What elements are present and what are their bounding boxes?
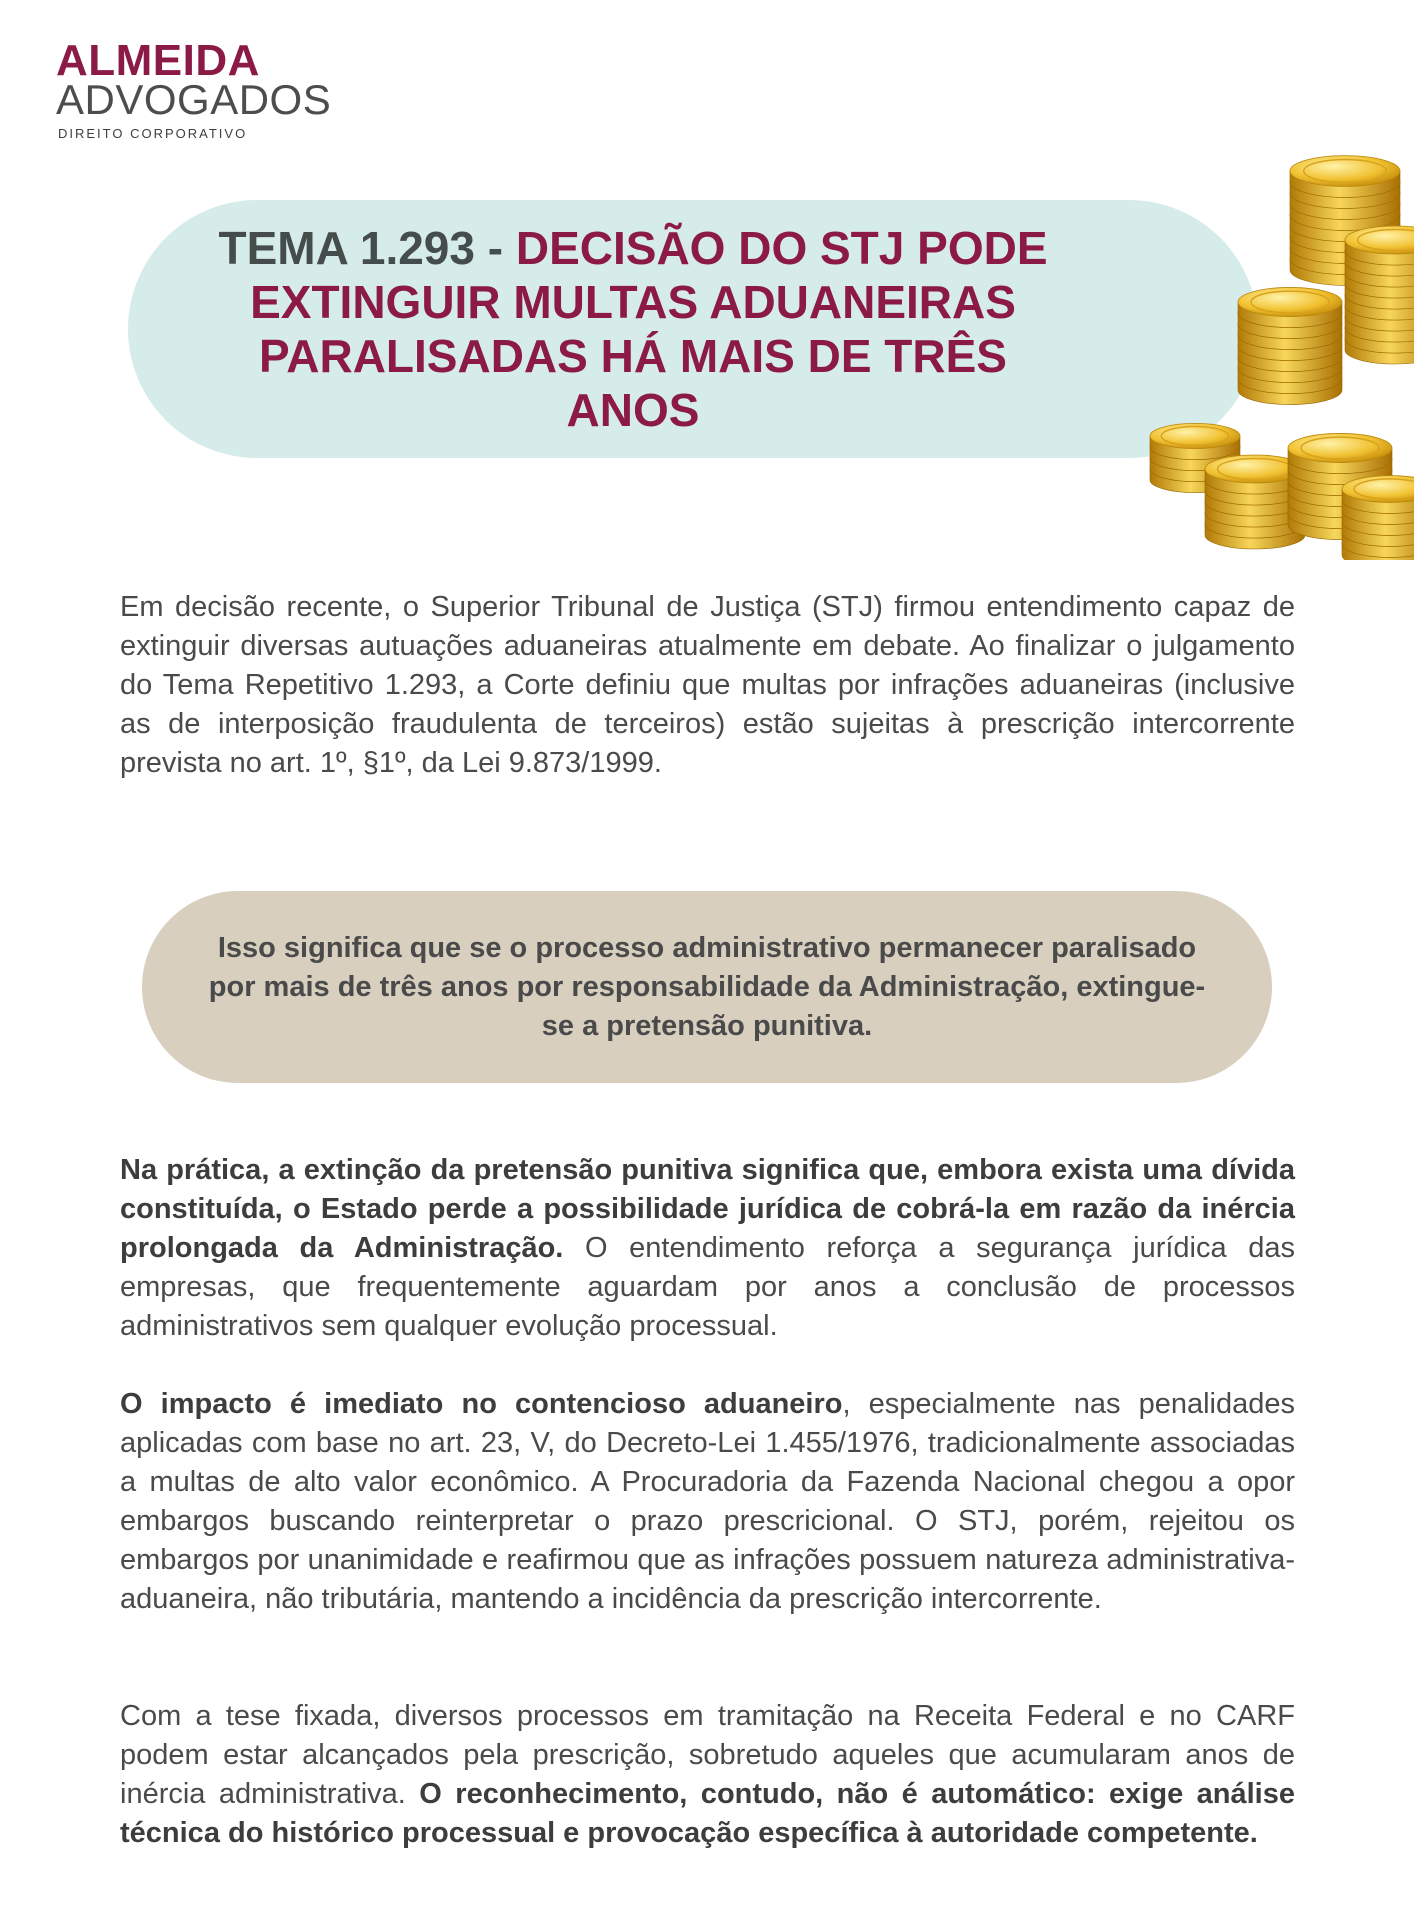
intro-paragraph: Em decisão recente, o Superior Tribunal de Justiça (STJ) firmou entendimento capaz de extinguir diversas autuações aduaneiras atualmente em debate. Ao finalizar o julgamento do Tema Repetitivo 1.293, a Corte definiu que multas por infrações aduaneiras (inclusive as de interposição fraudulenta de terceiros) estão sujeitas à prescrição intercorrente prevista no art. 1º, §1º, da Lei 9.873/1999.	[120, 591, 1295, 779]
highlight-text: Isso significa que se o processo administrativo permanecer paralisado por mais de três anos por responsabilidade da Administração, extingue-se a pretensão punitiva.	[208, 931, 1206, 1042]
logo-name-line1: ALMEIDA	[56, 36, 260, 85]
coin-stack	[1342, 476, 1414, 560]
coin-stack	[1238, 287, 1342, 404]
paragraph-tese	[120, 1697, 1295, 1853]
paragraph-pratica	[120, 1151, 1295, 1346]
paragraph-tese-text: Com a tese fixada, diversos processos em tramitação na Receita Federal e no CARF podem estar alcançados pela prescrição, sobretudo aqueles que acumularam anos de inércia administrativa.	[120, 1700, 1295, 1810]
highlight-box	[142, 891, 1272, 1083]
title-prefix: TEMA 1.293 -	[218, 222, 516, 274]
logo-tagline: DIREITO CORPORATIVO	[58, 126, 248, 141]
title-highlight: DECISÃO DO STJ PODE EXTINGUIR MULTAS ADUANEIRAS PARALISADAS HÁ MAIS DE TRÊS ANOS	[250, 222, 1048, 436]
logo-name-line2: ADVOGADOS	[56, 76, 332, 123]
paragraph-pratica-bold: Na prática, a extinção da pretensão punitiva significa que, embora exista uma dívida constituída, o Estado perde a possibilidade jurídica de cobrá-la em razão da inércia prolongada da Administração.	[120, 1154, 1295, 1264]
company-logo	[56, 36, 332, 141]
paragraph-pratica-text: O entendimento reforça a segurança jurídica das empresas, que frequentemente aguardam por anos a conclusão de processos administrativos sem qualquer evolução processual.	[120, 1232, 1295, 1342]
gold-coins-illustration	[1140, 140, 1414, 560]
page-title	[193, 221, 1073, 437]
paragraph-impacto-text: , especialmente nas penalidades aplicadas com base no art. 23, V, do Decreto-Lei 1.455/1976, tradicionalmente associadas a multas de alto valor econômico. A Procuradoria da Fazenda Nacional chegou a opor embargos buscando reinterpretar o prazo prescricional. O STJ, porém, rejeitou os embargos por unanimidade e reafirmou que as infrações possuem natureza administrativa-aduaneira, não tributária, mantendo a incidência da prescrição intercorrente.	[120, 1388, 1295, 1615]
coin-stack	[1345, 226, 1414, 364]
paragraph-impacto	[120, 1385, 1295, 1619]
paragraph-tese-bold: O reconhecimento, contudo, não é automático: exige análise técnica do histórico processual e provocação específica à autoridade competente.	[120, 1778, 1295, 1849]
paragraph-impacto-bold: O impacto é imediato no contencioso aduaneiro	[120, 1388, 843, 1420]
title-banner	[128, 200, 1258, 458]
